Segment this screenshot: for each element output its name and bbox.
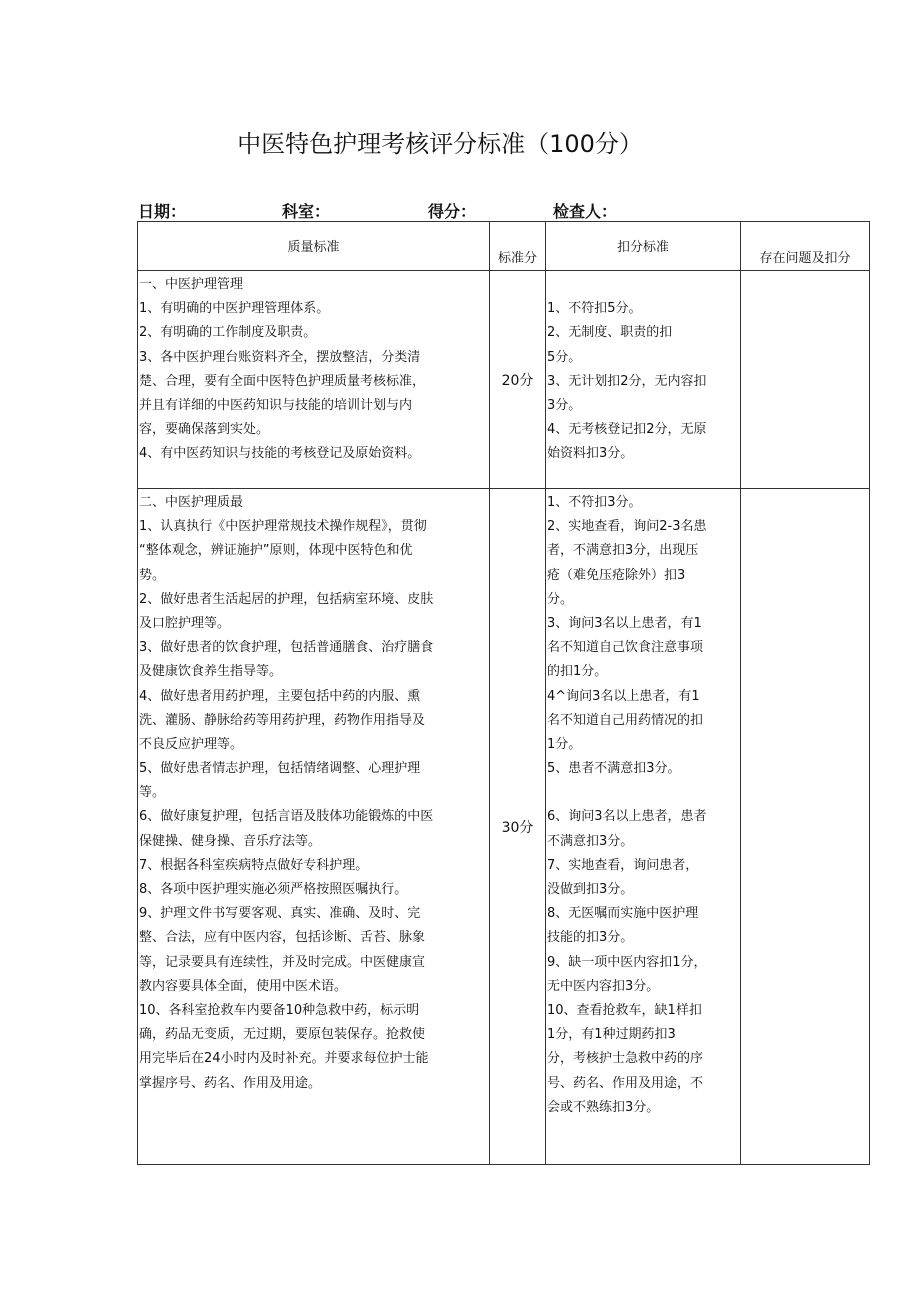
text-line: 2、有明确的工作制度及职责。 <box>139 325 317 341</box>
text-line: 1、认真执行《中医护理常规技术操作规程》，贯彻 <box>139 519 427 535</box>
text-line: 容，要确保落到实处。 <box>139 422 270 438</box>
text-line: 10、各科室抢救车内要备10种急救中药，标示明 <box>139 1002 420 1018</box>
text-line: 技能的扣3分。 <box>547 930 634 946</box>
header-issues: 存在问题及扣分 <box>741 222 870 271</box>
text-line: 整、合法，应有中医内容，包括诊断、舌苔、脉象 <box>139 930 426 946</box>
standard-lines <box>138 271 489 467</box>
text-line: 名不知道自己饮食注意事项 <box>547 640 704 656</box>
text-line: 2、做好患者生活起居的护理，包括病室环境、皮肤 <box>139 591 434 607</box>
deduct-lines <box>546 489 740 1120</box>
text-line: 不满意扣3分。 <box>547 833 634 849</box>
deduct-cell <box>546 271 741 489</box>
text-line <box>547 781 738 805</box>
table-header-row <box>138 222 870 271</box>
text-line: 8、各项中医护理实施必须严格按照医嘱执行。 <box>139 882 408 897</box>
text-line: 4、有中医药知识与技能的考核登记及原始资料。 <box>139 446 421 462</box>
text-line: 1、不符扣3分。 <box>547 495 642 510</box>
text-line: 9、护理文件书写要客观、真实、准确、及时、完 <box>139 906 421 922</box>
text-line: 的扣1分。 <box>547 664 608 680</box>
score-cell: 20分 <box>490 271 546 489</box>
text-line: 者，不满意扣3分，出现压 <box>547 543 699 559</box>
text-line: 号、药名、作用及用途，不 <box>547 1075 704 1091</box>
text-line: 1分，有1种过期药扣3 <box>547 1027 676 1043</box>
text-line: 3、做好患者的饮食护理，包括普通膳食、治疗膳食 <box>139 640 434 656</box>
text-line: 7、根据各科室疾病特点做好专科护理。 <box>139 857 369 873</box>
evaluation-table <box>137 221 870 1165</box>
text-line: 1、不符扣5分。 <box>547 301 642 317</box>
text-line: 等。 <box>139 785 166 801</box>
text-line: 5分。 <box>547 349 582 365</box>
text-line: 2、实地查看，询问2-3名患 <box>547 519 707 535</box>
text-line: 二、中医护理质最 <box>139 495 244 510</box>
text-line <box>547 273 738 297</box>
text-line: 1、有明确的中医护理管理体系。 <box>139 301 330 317</box>
text-line: 并且有详细的中医药知识与技能的培训计划与内 <box>139 397 413 413</box>
text-line: 疮（难免压疮除外）扣3 <box>547 567 686 583</box>
text-line: 及健康饮食养生指导等。 <box>139 664 283 680</box>
text-line: 分，考核护士急救中药的序 <box>547 1051 704 1067</box>
department-label: 科室： <box>282 202 331 221</box>
issues-cell[interactable] <box>741 271 870 489</box>
inspector-label: 检查人： <box>553 202 618 221</box>
text-line: 8、无医嘱而实施中医护理 <box>547 906 699 922</box>
text-line: 3分。 <box>547 397 582 413</box>
date-label: 日期： <box>138 202 187 221</box>
score-cell: 30分 <box>490 489 546 1165</box>
text-line: 始资料扣3分。 <box>547 446 634 462</box>
text-line: 4、无考核登记扣2分，无原 <box>547 422 707 438</box>
table-row <box>138 489 870 1165</box>
text-line: 7、实地查看，询问患者， <box>547 857 699 873</box>
text-line: 掌握序号、药名、作用及用途。 <box>139 1075 322 1091</box>
header-standard: 质量标准 <box>138 222 490 271</box>
table-row <box>138 271 870 489</box>
text-line: 无中医内容扣3分。 <box>547 978 660 994</box>
text-line: 2、无制度、职责的扣 <box>547 325 673 341</box>
text-line: 6、询问3名以上患者，患者 <box>547 809 707 825</box>
text-line: 会或不熟练扣3分。 <box>547 1099 660 1115</box>
standard-cell <box>138 489 490 1165</box>
text-line: 没做到扣3分。 <box>547 882 634 897</box>
text-line: 5、做好患者情志护理，包括情绪调整、心理护理 <box>139 761 421 777</box>
text-line: 9、缺一项中医内容扣1分， <box>547 954 707 970</box>
text-line: 势。 <box>139 567 166 583</box>
text-line: 4、做好患者用药护理，主要包括中药的内服、熏 <box>139 688 421 704</box>
deduct-cell <box>546 489 741 1165</box>
text-line: 3、无计划扣2分，无内容扣 <box>547 373 707 389</box>
text-line: 确，药品无变质，无过期，要原包装保存。抢救使 <box>139 1027 426 1043</box>
text-line: 楚、合理，要有全面中医特色护理质量考核标准， <box>139 373 426 389</box>
text-line: 等，记录要具有连续性，并及时完成。中医健康宣 <box>139 954 426 970</box>
text-line: 洗、灌肠、静脉给药等用药护理，药物作用指导及 <box>139 712 426 728</box>
page-title: 中医特色护理考核评分标准（100分） <box>237 130 643 158</box>
text-line: 用完毕后在24小时内及时补充。并要求每位护士能 <box>139 1051 429 1067</box>
text-line: 保健操、健身操、音乐疗法等。 <box>139 833 322 849</box>
text-line: “整体观念，辨证施护”原则，体现中医特色和优 <box>139 543 413 559</box>
text-line: 不良反应护理等。 <box>139 736 244 752</box>
text-line: 一、中医护理管理 <box>139 277 244 292</box>
issues-cell[interactable] <box>741 489 870 1165</box>
score-label: 得分： <box>428 202 477 221</box>
text-line: 教内容要具体全面，使用中医术语。 <box>139 978 348 994</box>
text-line: 及口腔护理等。 <box>139 615 231 631</box>
text-line: 6、做好康复护理，包括言语及肢体功能锻炼的中医 <box>139 809 434 825</box>
header-score: 标准分 <box>490 222 546 271</box>
deduct-lines <box>546 271 740 467</box>
text-line: 5、患者不满意扣3分。 <box>547 761 681 777</box>
header-deduct: 扣分标准 <box>546 222 741 271</box>
text-line: 4^询问3名以上患者，有1 <box>547 688 700 704</box>
text-line: 10、查看抢救车，缺1样扣 <box>547 1002 702 1018</box>
text-line: 1分。 <box>547 736 582 752</box>
text-line: 3、询问3名以上患者，有1 <box>547 615 702 631</box>
text-line: 分。 <box>547 591 574 607</box>
text-line: 名不知道自己用药情况的扣 <box>547 712 704 728</box>
standard-lines <box>138 489 489 1096</box>
text-line: 3、各中医护理台账资料齐全，摆放整洁，分类清 <box>139 349 421 365</box>
standard-cell <box>138 271 490 489</box>
